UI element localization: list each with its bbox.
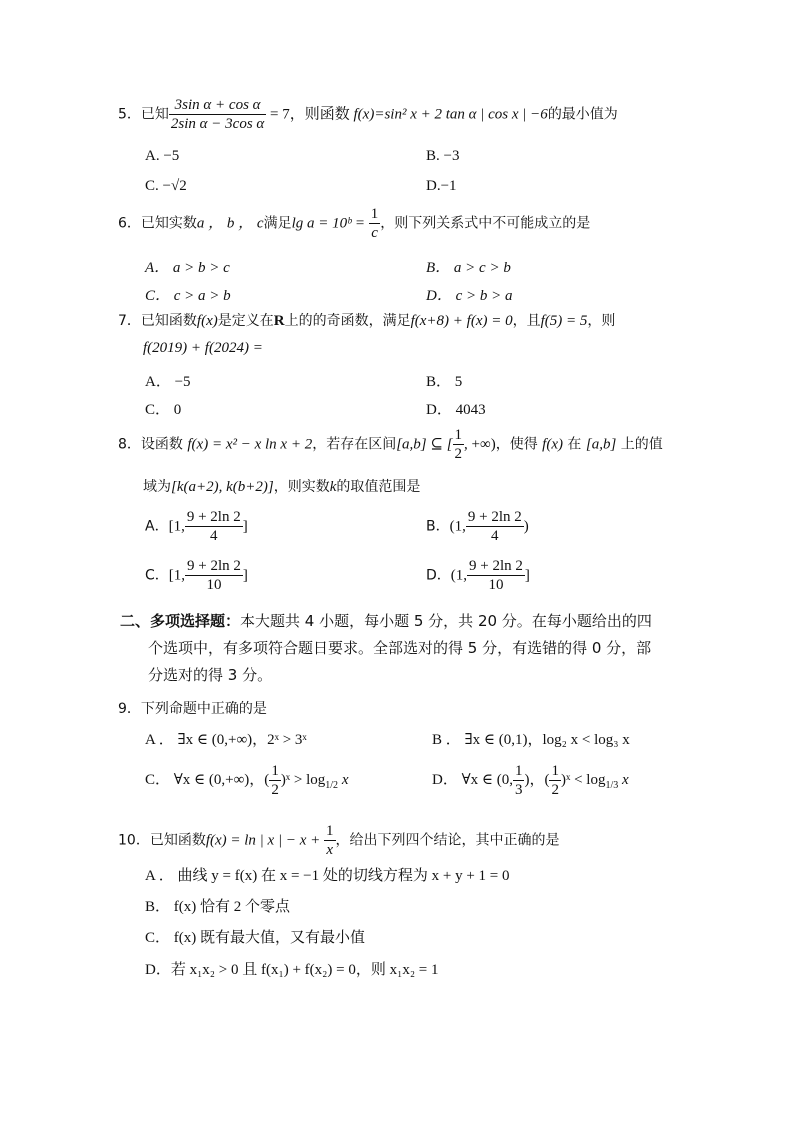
q7-c: 上的的奇函数，满足 [284,313,411,329]
q8-c-den: 10 [206,577,222,593]
q9-c-pre: C． ∀x ∈ (0,+∞)，( [145,771,270,788]
q8-range: [k(a+2), k(b+2)] [171,479,274,495]
q8-b-fraction [466,508,524,545]
q8-func: f(x) = x² − x ln x + 2 [187,436,313,453]
q6-frac-num: 1 [370,206,379,222]
q9-option-c [145,762,348,799]
q8-b: ，若存在区间 [312,436,397,453]
q6-frac-den: c [371,225,378,241]
q8-a-open: [1, [168,518,185,535]
q8-option-c [145,557,248,594]
q6-option-c: C． c > a > b [145,288,231,304]
q5-option-b: B. −3 [426,148,460,164]
q7-option-d: D． 4043 [426,402,486,418]
q8-a-close: ] [242,518,248,535]
q5-option-d: D.−1 [426,178,457,194]
q10-option-a: A ． 曲线 y = f(x) 在 x = −1 处的切线方程为 x + y + 1 = 0 [145,868,510,884]
question-10 [118,822,560,859]
q8-d-open: (1, [450,567,468,584]
q8-a-den: 4 [210,528,218,544]
q5-frac-den: 2sin α − 3cos α [170,116,265,132]
q10-func: f(x) = ln | x | − x + [205,832,324,849]
q10-option-c: C． f(x) 既有最大值，又有最小值 [145,930,365,946]
q5-fraction [169,96,266,133]
q10-frac-den: x [326,842,334,858]
q8-interval2: , +∞) [464,436,496,453]
q8-c: ，使得 [495,436,543,453]
q8-option-b [426,508,529,545]
q8-frac-den: 2 [454,446,463,462]
q9-d-mid: )，( [524,771,550,788]
q9-c-post: )ˣ > log [280,771,326,788]
q8-fraction [453,426,465,463]
q7-eq2: f(5) = 5 [540,313,588,329]
q8-option-d [426,557,530,594]
q10-number: 10． [118,832,150,849]
q9-d-x: x [618,771,629,788]
q6-pre: 已知实数 [140,215,197,232]
q10-option-d: D．若 x₁x₂ > 0 且 f(x₁) + f(x₂) = 0，则 x₁x₂ = 1 [145,962,439,978]
q9-c-x: x [338,771,349,788]
q8-d-den: 10 [488,577,504,593]
q8-number: 8． [118,436,141,453]
q9-number: 9． [118,701,141,717]
q8-d-close: ] [524,567,530,584]
q5-option-c: C. −√2 [145,178,187,194]
q10-b: ，给出下列四个结论，其中正确的是 [335,832,560,849]
question-5 [118,96,618,133]
section-2-line2: 个选项中，有多项符合题日要求。全部选对的得 5 分，有选错的得 0 分，部 [148,639,652,657]
q8-ab: [a,b] [585,436,617,453]
q7-b: 是定义在 [217,313,274,329]
q7-option-a: A． −5 [145,374,191,390]
q5-func: f(x)=sin² x + 2 tan α | cos x | −6 [353,106,548,123]
q10-frac-num: 1 [326,823,334,839]
section-2-desc-b: 在每小题给出的四 [531,612,652,630]
q9-c-fraction: $\frac{1}{2}$ [271,763,279,798]
q6-number: 6． [118,215,141,232]
q8-c-num: 9 + 2ln 2 [187,558,241,574]
q9-stem: 下列命题中正确的是 [140,701,267,717]
question-7 [118,310,615,330]
q6-mid: 满足 [263,215,292,232]
q8-line2-c: 的取值范围是 [336,479,421,495]
q6-vars: a ， b ， c [196,215,264,232]
q5-post: 的最小值为 [547,106,618,123]
question-9 [118,698,267,718]
q7-line2: f(2019) + f(2024) = [143,340,263,356]
q8-line2-b: ，则实数 [273,479,330,495]
q8-a-label: A． [145,518,169,535]
q7-fx: f(x) [196,313,218,329]
q7-option-c: C． 0 [145,402,182,418]
q10-option-b: B． f(x) 恰有 2 个零点 [145,899,290,915]
q8-b-den: 4 [491,528,499,544]
q7-eq: f(x+8) + f(x) = 0 [410,313,513,329]
q8-interval: [a,b] ⊆ [ [396,436,453,453]
q5-pre: 已知 [140,106,169,123]
q9-d-pre: D． ∀x ∈ (0, [432,771,513,788]
q10-fraction [324,822,336,859]
q9-option-a: A ． ∃x ∈ (0,+∞)，2ˣ > 3ˣ [145,732,307,748]
q8-c-label: C． [145,567,169,584]
q9-d-post: )ˣ < log [560,771,606,788]
q8-frac-num: 1 [454,427,463,443]
q9-d-fraction2: $\frac{1}{2}$ [551,763,559,798]
section-2-title: 二、多项选择题： [120,612,241,630]
q8-b-open: (1, [449,518,466,535]
q6-option-a: A． a > b > c [145,260,230,276]
q6-option-d: D． c > b > a [426,288,513,304]
section-2-line3: 分选对的得 3 分。 [148,666,273,684]
question-8 [118,426,663,463]
section-2-line1 [120,608,652,635]
q8-line2 [143,476,420,496]
question-6 [118,205,590,242]
section-2-desc: 本大题共 4 小题，每小题 5 分，共 20 分。 [240,612,532,630]
q8-a-num: 9 + 2ln 2 [186,509,241,525]
q7-e: ，则 [587,313,616,329]
q8-b-num: 9 + 2ln 2 [467,509,522,525]
q6-option-b: B． a > c > b [426,260,511,276]
q6-fraction [369,205,381,242]
q10-a: 已知函数 [149,832,206,849]
q5-option-a: A. −5 [145,148,180,164]
q8-option-a [145,508,248,545]
q5-mid: = 7，则函数 [266,106,354,123]
q6-post: ，则下列关系式中不可能成立的是 [380,215,591,232]
q8-e: 上的值 [616,436,663,453]
q9-d-base: 1/3 [605,779,619,791]
q9-option-b: B ． ∃x ∈ (0,1)，log₂ x < log₃ x [432,732,630,748]
q8-a: 设函数 [140,436,188,453]
q8-d-num: 9 + 2ln 2 [469,558,523,574]
q9-c-base: 1/2 [325,779,339,791]
q5-number: 5． [118,106,141,123]
q8-a-fraction [185,508,243,545]
q8-b-close: ) [523,518,529,535]
q8-k: k [329,479,337,495]
q8-d-fraction [467,557,525,594]
q9-d-fraction: $\frac{1}{3}$ [514,763,523,798]
q7-d: ，且 [512,313,541,329]
q8-fx: f(x) [542,436,563,453]
q8-c-close: ] [242,567,248,584]
q7-a: 已知函数 [140,313,197,329]
q6-expr: lg a = 10ᵇ = [291,215,369,232]
q8-b-label: B． [426,518,450,535]
q8-d: 在 [562,436,586,453]
q8-c-open: [1, [168,567,186,584]
q7-R: R [273,313,285,329]
q7-number: 7． [118,313,141,329]
q8-line2-a: 域为 [143,479,171,495]
q8-d-label: D． [426,567,451,584]
q5-frac-num: 3sin α + cos α [169,96,266,115]
q9-option-d [432,762,629,799]
q8-c-fraction [185,557,243,594]
q7-option-b: B． 5 [426,374,463,390]
